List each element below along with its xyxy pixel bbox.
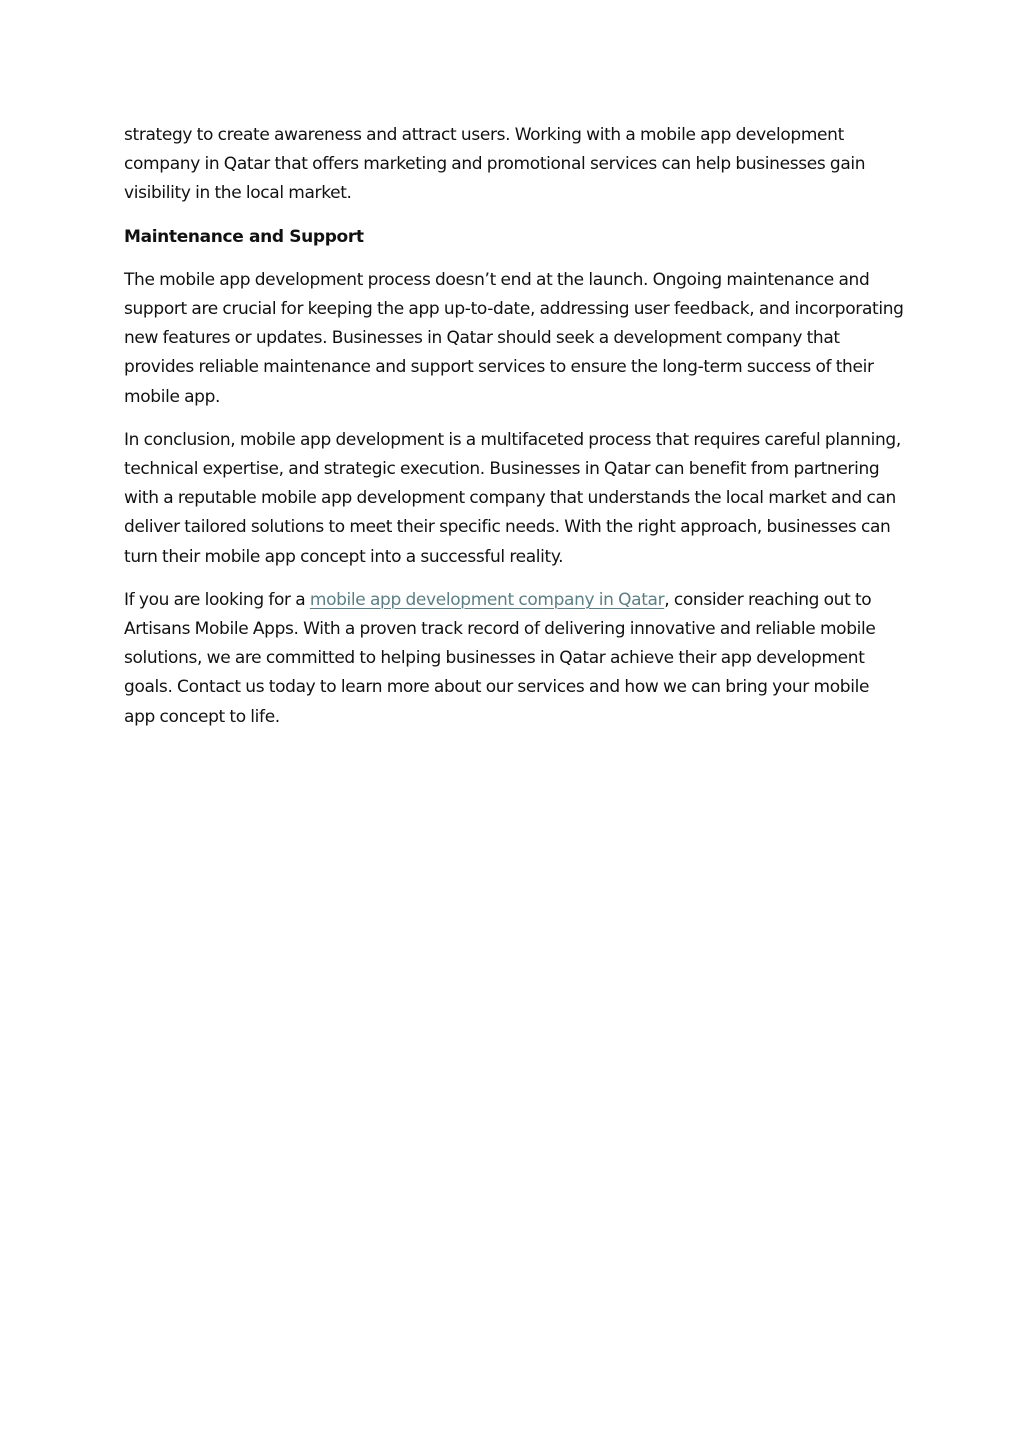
heading-maintenance-support: Maintenance and Support (124, 226, 364, 247)
paragraph-marketing: strategy to create awareness and attract users. Working with a mobile app development company in Qatar that offers marketing and promotional services can help businesses gain visibility in the local market. (124, 125, 866, 204)
paragraph-conclusion: In conclusion, mobile app development is a multifaceted process that requires careful planning, technical expertise, and strategic execution. Businesses in Qatar can benefit from partnering with a reputable mobile app development company that understands the local market and can deliver tailored solutions to meet their specific needs. With the right approach, businesses can turn their mobile app concept into a successful reality. (124, 429, 901, 567)
contact-text-after-link: , consider reaching out to Artisans Mobile Apps. With a proven track record of delivering innovative and reliable mobile solutions, we are committed to helping businesses in Qatar achieve their app development goals. Contact us today to learn more about our services and how we can bring your mobile app concept to life. (124, 589, 876, 727)
paragraph-contact (124, 586, 904, 732)
contact-text-before-link: If you are looking for a (124, 589, 310, 610)
paragraph-maintenance: The mobile app development process doesn’t end at the launch. Ongoing maintenance and support are crucial for keeping the app up-to-date, addressing user feedback, and incorporating new features or updates. Businesses in Qatar should seek a development company that provides reliable maintenance and support services to ensure the long-term success of their mobile app. (124, 269, 904, 407)
company-link[interactable]: mobile app development company in Qatar (309, 589, 665, 610)
document-page (124, 121, 904, 746)
